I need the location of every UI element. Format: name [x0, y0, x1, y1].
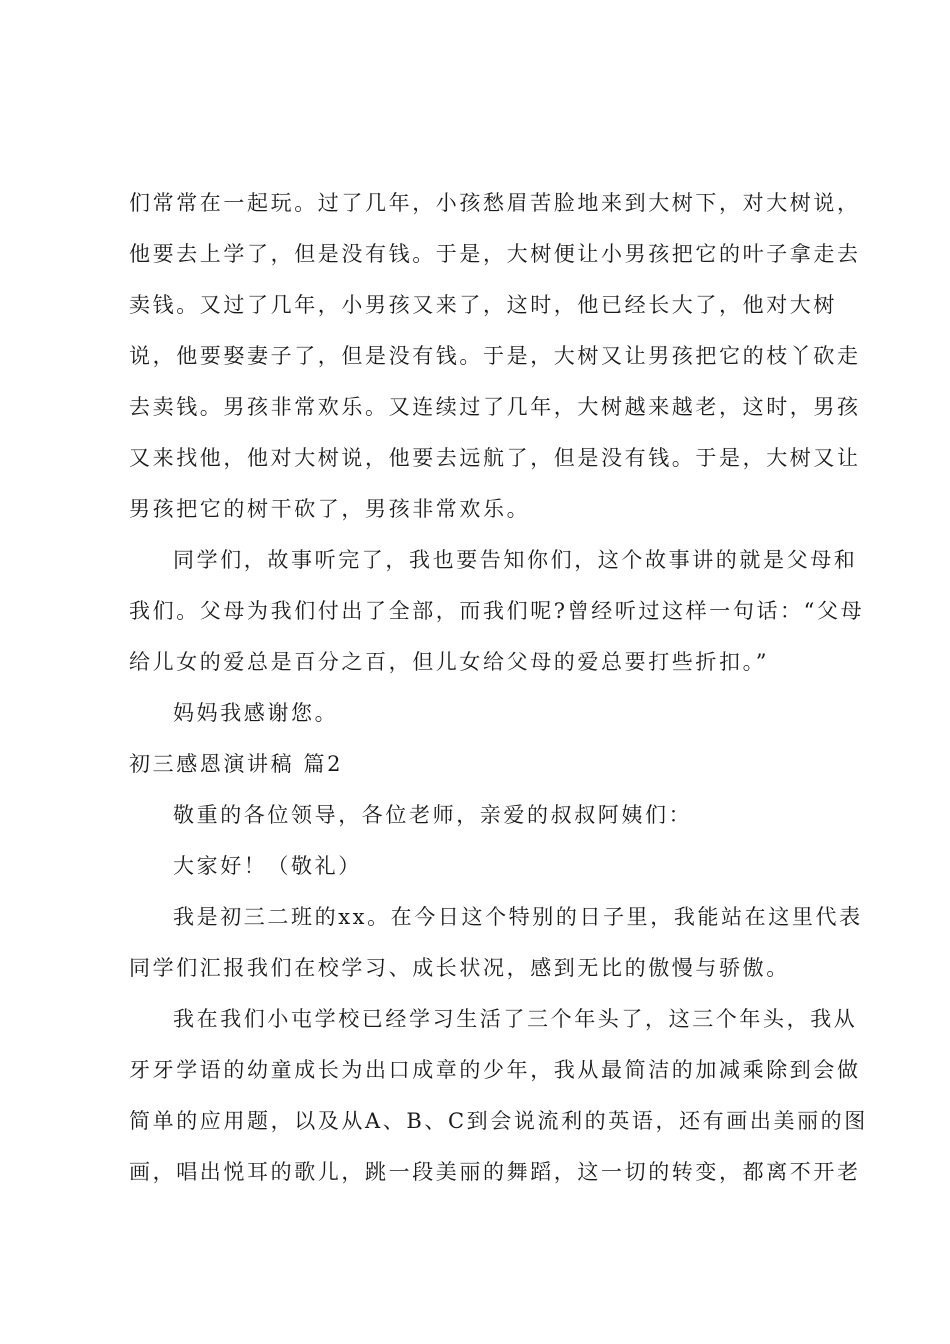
text-line: 同学们汇报我们在校学习、成长状况，感到无比的傲慢与骄傲。: [129, 956, 790, 980]
text-line: 给儿女的爱总是百分之百，但儿女给父母的爱总要打些折扣。”: [129, 650, 770, 674]
text-line: 说，他要娶妻子了，但是没有钱。于是，大树又让男孩把它的枝丫砍走: [129, 344, 861, 368]
paragraph-start-line: 大家好！（敬礼）: [173, 854, 362, 878]
text-line: 简单的应用题，以及从A、B、C到会说流利的英语，还有画出美丽的图: [129, 1109, 868, 1133]
paragraph-start-line: 同学们，故事听完了，我也要告知你们，这个故事讲的就是父母和: [173, 548, 858, 572]
paragraph-start-line: 我在我们小屯学校已经学习生活了三个年头了，这三个年头，我从: [173, 1007, 858, 1031]
text-line: 卖钱。又过了几年，小男孩又来了，这时，他已经长大了，他对大树: [129, 293, 837, 317]
text-line: 他要去上学了，但是没有钱。于是，大树便让小男孩把它的叶子拿走去: [129, 242, 861, 266]
text-line: 男孩把它的树干砍了，男孩非常欢乐。: [129, 497, 531, 521]
text-line: 去卖钱。男孩非常欢乐。又连续过了几年，大树越来越老，这时，男孩: [129, 395, 861, 419]
text-line: 们常常在一起玩。过了几年，小孩愁眉苦脸地来到大树下，对大树说，: [129, 191, 861, 215]
paragraph-start-line: 我是初三二班的xx。在今日这个特别的日子里，我能站在这里代表: [173, 905, 863, 929]
document-body: [129, 178, 868, 1198]
text-line: 画，唱出悦耳的歌儿，跳一段美丽的舞蹈，这一切的转变，都离不开老: [129, 1160, 861, 1184]
paragraph-start-line: 妈妈我感谢您。: [173, 701, 339, 725]
text-line: 我们。父母为我们付出了全部，而我们呢?曾经听过这样一句话：“父母: [129, 599, 865, 623]
paragraph-start-line: 敬重的各位领导，各位老师，亲爱的叔叔阿姨们：: [173, 803, 693, 827]
text-line: 牙牙学语的幼童成长为出口成章的少年，我从最简洁的加减乘除到会做: [129, 1058, 861, 1082]
section-heading: 初三感恩演讲稿 篇2: [129, 752, 344, 776]
text-line: 又来找他，他对大树说，他要去远航了，但是没有钱。于是，大树又让: [129, 446, 861, 470]
